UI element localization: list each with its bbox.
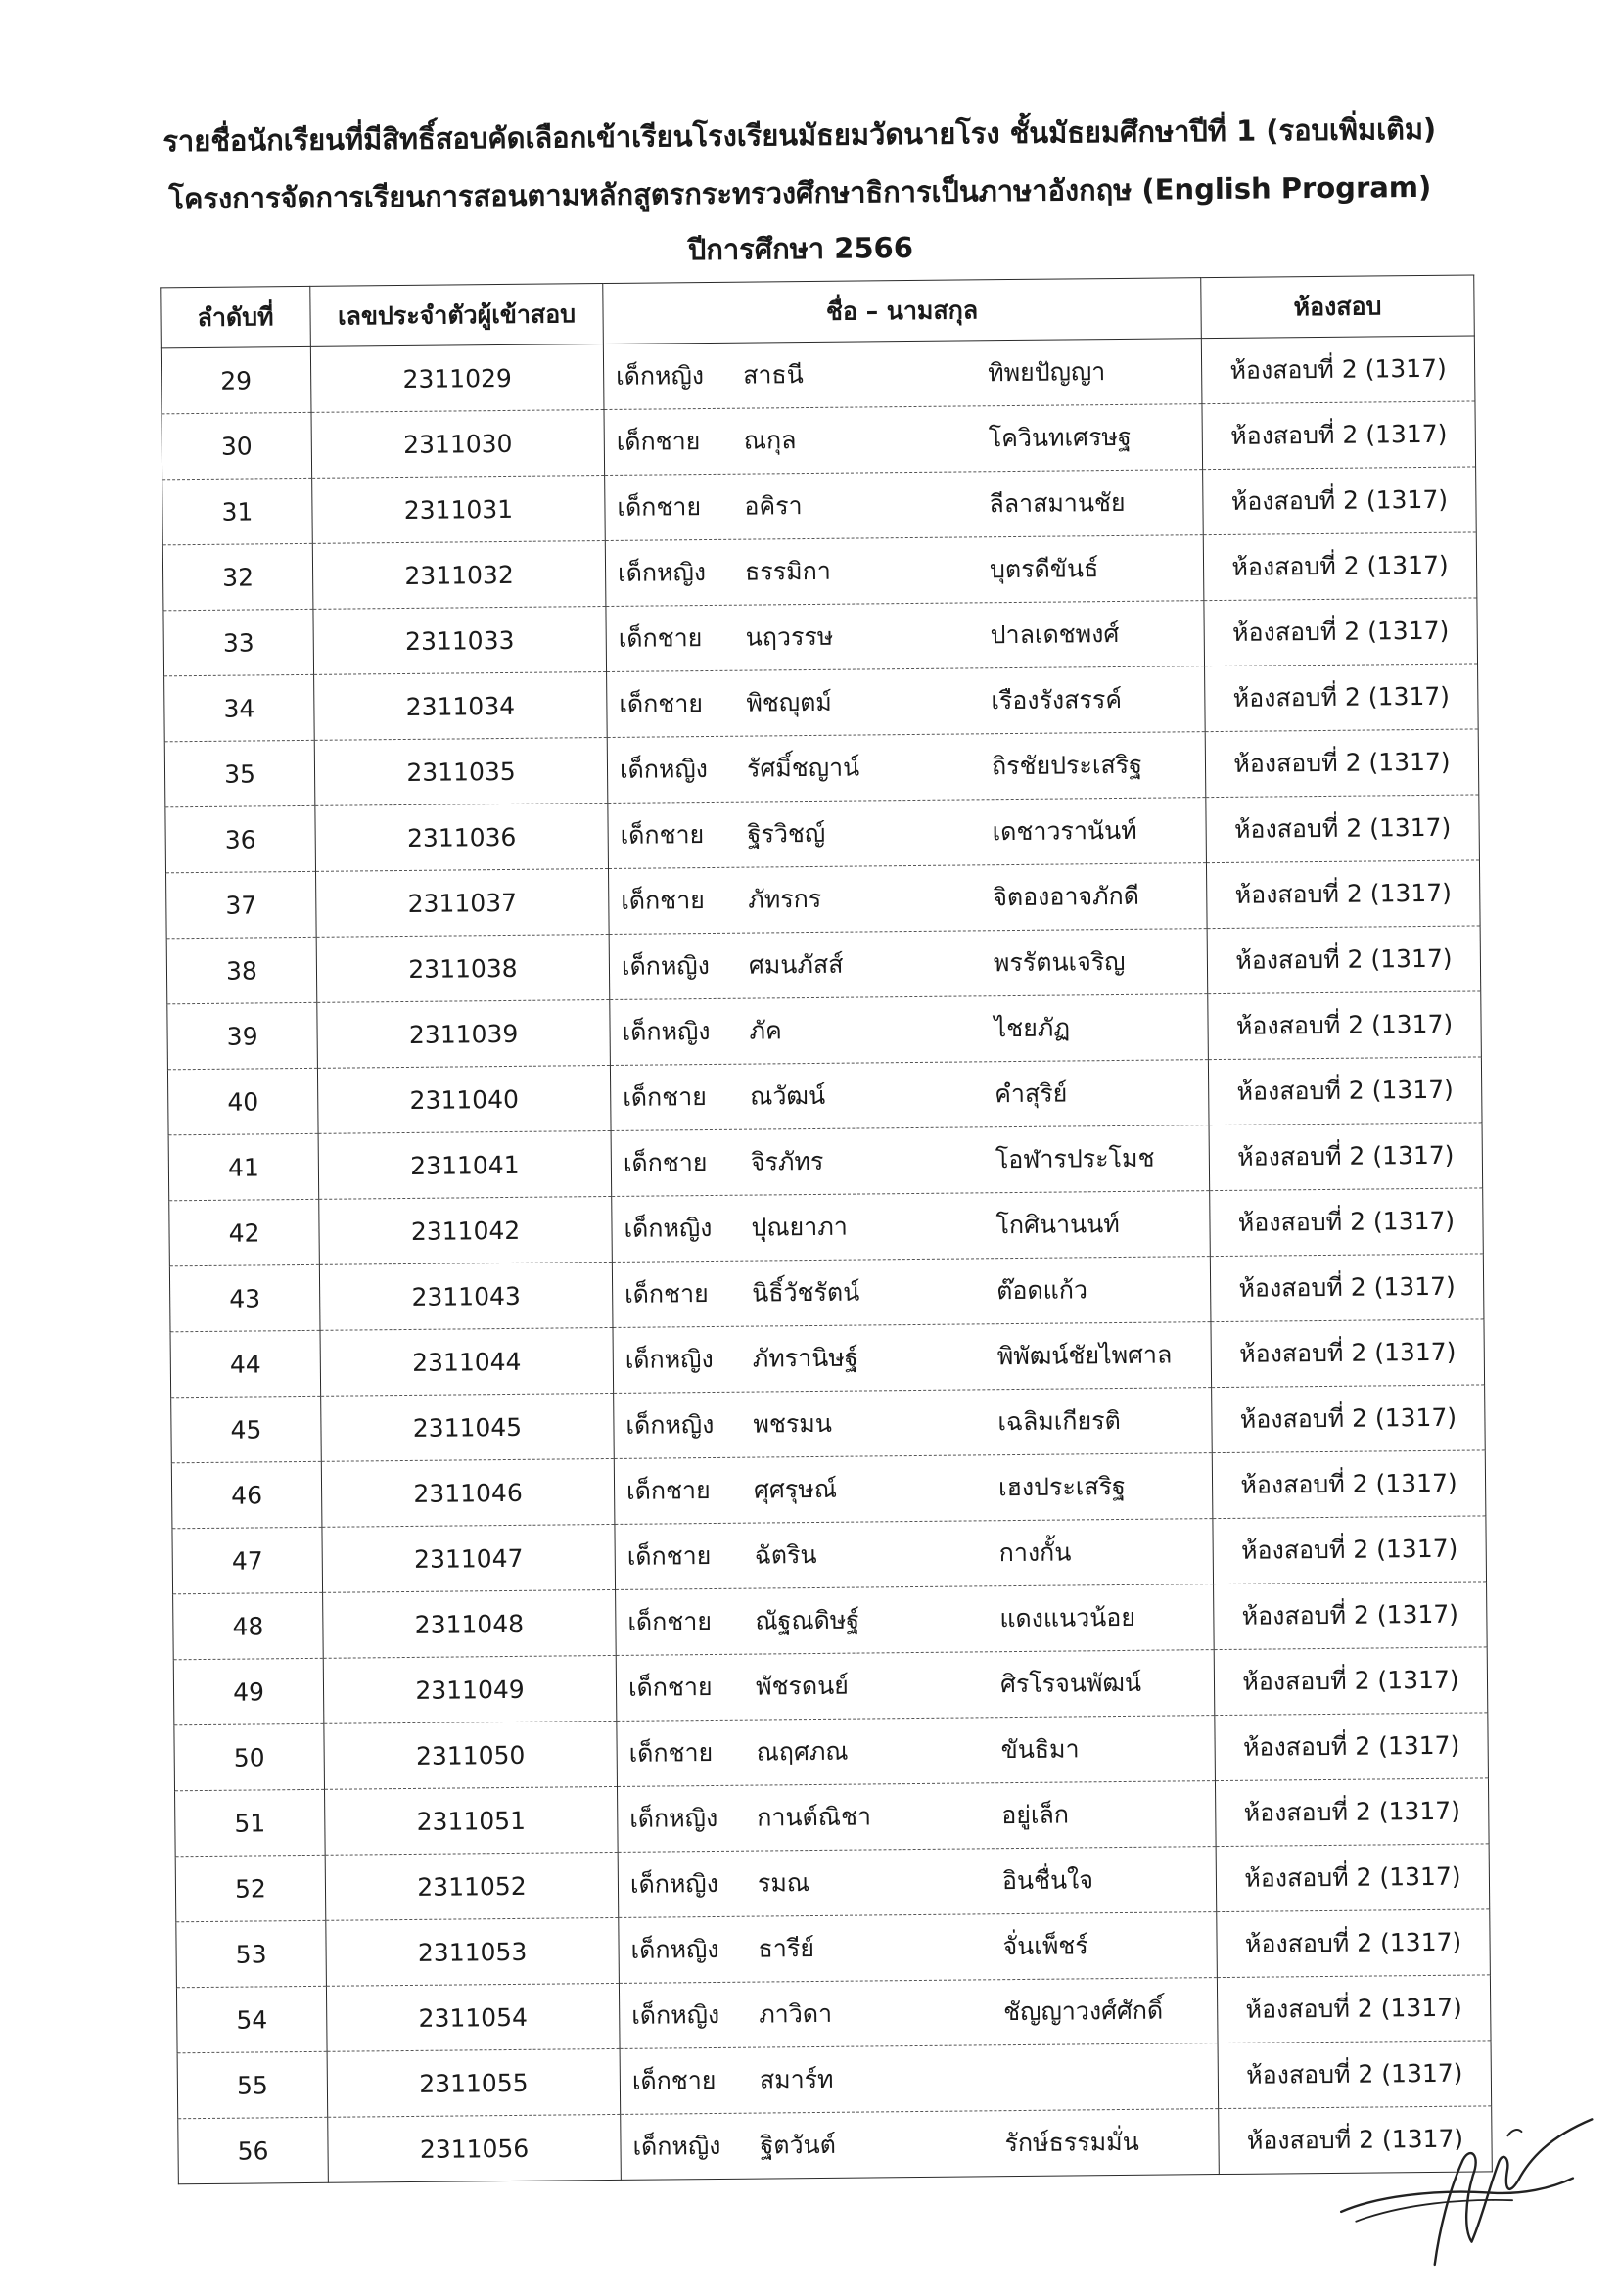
table-row [162,401,1476,480]
column-header-name: ชื่อ – นามสกุล [603,278,1202,344]
student-name [619,1978,1218,2049]
student-name [614,1388,1213,1459]
first-name: สาธนี [743,360,804,390]
exam-room: ห้องสอบที่ 2 (1317) [1217,1909,1491,1978]
exam-room: ห้องสอบที่ 2 (1317) [1209,1123,1483,1191]
exam-room: ห้องสอบที่ 2 (1317) [1203,467,1477,535]
first-name: ณวัฒน์ [750,1080,826,1111]
exam-id: 2311036 [315,803,609,871]
exam-id: 2311055 [327,2048,621,2117]
exam-id: 2311047 [322,1524,616,1592]
name-prefix: เด็กชาย [627,1607,713,1636]
table-row [176,1909,1491,1988]
table-row [162,467,1477,545]
table-row [171,1385,1486,1463]
name-prefix: เด็กชาย [623,1148,708,1177]
exam-room: ห้องสอบที่ 2 (1317) [1219,2106,1493,2175]
first-name: ณฤศภณ [756,1736,849,1767]
student-name [610,994,1209,1066]
last-name: ชัญญาวงศ์ศักดิ์ [1003,1996,1164,2027]
first-name: ธารีย์ [758,1934,815,1963]
last-name: ลีลาสมานชัย [989,487,1126,519]
exam-id: 2311053 [326,1917,620,1986]
last-name: จิตองอาจภักดี [993,881,1140,912]
student-name [620,2043,1219,2115]
table-row [173,1582,1488,1660]
table-row [171,1450,1486,1529]
exam-id: 2311030 [311,410,605,479]
row-number: 46 [171,1461,322,1528]
row-number: 39 [167,1002,318,1069]
student-name [605,470,1204,541]
name-prefix: เด็กชาย [628,1738,714,1768]
exam-room: ห้องสอบที่ 2 (1317) [1203,532,1477,601]
exam-id: 2311029 [310,344,604,413]
row-number: 51 [175,1789,326,1856]
student-name [604,404,1203,476]
last-name: โควินทเศรษฐ [988,422,1132,453]
signature-icon [1316,2072,1601,2275]
row-number: 45 [171,1396,322,1462]
first-name: นิธิ์วัชรัตน์ [752,1277,860,1308]
table-row [165,795,1480,873]
name-prefix: เด็กหญิง [616,361,705,390]
table-row [175,1778,1490,1857]
exam-room: ห้องสอบที่ 2 (1317) [1218,2041,1492,2109]
row-number: 42 [169,1199,320,1265]
first-name: ภัค [749,1016,782,1045]
exam-room: ห้องสอบที่ 2 (1317) [1207,926,1481,994]
student-name [613,1322,1212,1394]
first-name: ฐิตวันต์ [760,2130,837,2160]
name-prefix: เด็กชาย [619,689,704,718]
student-name [612,1191,1211,1263]
student-name [608,798,1207,869]
table-row [164,664,1479,742]
row-number: 30 [162,412,312,479]
row-number: 38 [166,937,317,1003]
first-name: ธรรมิกา [744,556,832,586]
name-prefix: เด็กหญิง [624,1344,714,1374]
column-header-room: ห้องสอบ [1201,275,1475,339]
student-name [617,1716,1216,1787]
last-name: เฉลิมเกียรติ [997,1405,1121,1437]
name-prefix: เด็กชาย [624,1279,709,1309]
last-name: บุตรดีขันธ์ [989,554,1099,584]
exam-id: 2311043 [319,1262,613,1330]
last-name: กางกั้น [998,1538,1072,1568]
last-name: ทิพยปัญญา [988,357,1106,388]
row-number: 43 [169,1264,320,1331]
exam-room: ห้องสอบที่ 2 (1317) [1217,1975,1491,2043]
table-row [161,336,1475,414]
row-number: 35 [164,740,315,806]
first-name: ณกุล [743,426,797,455]
exam-id: 2311041 [318,1130,612,1199]
row-number: 52 [175,1855,326,1921]
program-title: โครงการจัดการเรียนการสอนตามหลักสูตรกระทรวงศึกษาธิการเป็นภาษาอังกฤษ (English Program) [168,169,1432,216]
row-number: 53 [176,1920,327,1987]
exam-room: ห้องสอบที่ 2 (1317) [1215,1713,1489,1781]
exam-room: ห้องสอบที่ 2 (1317) [1205,729,1479,798]
exam-room: ห้องสอบที่ 2 (1317) [1216,1844,1490,1912]
table-row [176,1975,1491,2053]
exam-id: 2311049 [323,1655,617,1723]
row-number: 41 [168,1133,319,1200]
exam-id: 2311031 [312,476,606,544]
academic-year: ปีการศึกษา 2566 [687,230,914,267]
name-prefix: เด็กชาย [626,1541,712,1571]
student-name [610,1060,1209,1131]
exam-room: ห้องสอบที่ 2 (1317) [1202,401,1476,470]
table-row [177,2041,1492,2119]
last-name: แดงแนวน้อย [999,1602,1136,1633]
exam-room: ห้องสอบที่ 2 (1317) [1205,664,1479,732]
name-prefix: เด็กหญิง [629,1803,718,1833]
row-number: 31 [162,478,313,544]
last-name: เดชาวรานันท์ [992,815,1137,847]
student-name [612,1257,1211,1328]
table-row [164,729,1479,807]
table-row [170,1319,1485,1398]
last-name: โอฬารประโมช [995,1143,1155,1174]
exam-id: 2311032 [312,541,606,610]
student-name [608,863,1207,935]
first-name: รมณ [757,1868,810,1898]
exam-id: 2311056 [328,2114,622,2182]
column-header-no: ลำดับที่ [161,286,311,347]
first-name: ภัทรกร [748,884,822,914]
exam-room: ห้องสอบที่ 2 (1317) [1214,1582,1488,1650]
student-name [615,1519,1214,1590]
student-name [614,1453,1213,1525]
student-name [603,339,1202,410]
student-name [616,1584,1215,1656]
last-name: พิพัฒน์ชัยไพศาล [996,1340,1173,1371]
name-prefix: เด็กหญิง [625,1409,715,1440]
row-number: 54 [176,1986,327,2052]
first-name: พัชรดนย์ [755,1671,850,1701]
exam-id: 2311039 [317,999,611,1068]
exam-room: ห้องสอบที่ 2 (1317) [1215,1778,1489,1847]
exam-id: 2311052 [325,1852,619,1920]
last-name: โกศินานนท์ [995,1209,1120,1240]
table-row [168,1123,1483,1201]
exam-id: 2311046 [321,1458,615,1527]
name-prefix: เด็กหญิง [624,1213,713,1243]
name-prefix: เด็กหญิง [629,1868,718,1899]
row-number: 37 [166,871,317,938]
first-name: ภาวิดา [759,1998,833,2029]
exam-id: 2311042 [319,1196,613,1264]
row-number: 44 [170,1330,321,1397]
name-prefix: เด็กชาย [625,1476,711,1505]
name-prefix: เด็กหญิง [619,755,709,784]
student-table [160,274,1493,2184]
exam-room: ห้องสอบที่ 2 (1317) [1213,1516,1487,1584]
column-header-id: เลขประจำตัวผู้เข้าสอบ [310,284,604,347]
table-row [174,1713,1489,1791]
table-row [178,2106,1493,2184]
name-prefix: เด็กชาย [631,2065,717,2095]
last-name: อินชื่นใจ [1001,1865,1094,1896]
exam-room: ห้องสอบที่ 2 (1317) [1201,336,1475,404]
exam-room: ห้องสอบที่ 2 (1317) [1204,598,1478,666]
last-name: คำสุริย์ [995,1079,1068,1109]
table-body [161,336,1492,2184]
row-number: 32 [162,543,313,610]
last-name: รักษ์ธรรมมั่น [1004,2127,1139,2158]
exam-id: 2311040 [317,1065,611,1133]
exam-room: ห้องสอบที่ 2 (1317) [1212,1385,1486,1453]
name-prefix: เด็กหญิง [630,1934,719,1964]
table-row [162,532,1477,611]
name-prefix: เด็กหญิง [622,1016,711,1046]
student-name [611,1125,1210,1197]
first-name: พิชญุตม์ [746,687,832,717]
row-number: 56 [178,2117,329,2183]
last-name: อยู่เล็ก [1001,1800,1070,1830]
last-name: ศิรโรจนพัฒน์ [999,1668,1142,1699]
row-number: 47 [172,1527,323,1593]
exam-room: ห้องสอบที่ 2 (1317) [1208,1057,1482,1125]
first-name: สมาร์ท [759,2064,834,2094]
first-name: ฐิรวิชญ์ [747,818,826,849]
exam-room: ห้องสอบที่ 2 (1317) [1210,1254,1484,1322]
table-row [169,1254,1484,1332]
name-prefix: เด็กชาย [627,1673,713,1702]
student-name [606,601,1205,672]
exam-room: ห้องสอบที่ 2 (1317) [1208,991,1482,1060]
row-number: 29 [161,346,311,413]
student-name [621,2109,1220,2181]
table-row [172,1516,1487,1594]
table-row [163,598,1478,676]
table-row [167,991,1482,1070]
first-name: กานต์ณิชา [757,1802,872,1832]
exam-id: 2311044 [320,1327,614,1396]
name-prefix: เด็กชาย [617,492,702,522]
exam-room: ห้องสอบที่ 2 (1317) [1210,1188,1484,1257]
first-name: ปุณยาภา [751,1212,848,1242]
table-row [175,1844,1490,1922]
name-prefix: เด็กชาย [621,886,706,915]
exam-id: 2311051 [325,1786,619,1855]
first-name: อคิรา [744,491,803,521]
first-name: รัศมิ์ชญาน์ [746,753,860,783]
document-title: รายชื่อนักเรียนที่มีสิทธิ์สอบคัดเลือกเข้าเรียนโรงเรียนมัธยมวัดนายโรง ชั้นมัธยมศึกษาปีที่ 1 (รอบเพิ่มเติม) [162,112,1437,159]
first-name: ณัฐณดิษฐ์ [755,1605,860,1635]
first-name: ฉัตริน [754,1539,817,1570]
exam-id: 2311054 [326,1983,620,2051]
exam-id: 2311048 [323,1589,617,1658]
last-name: ต๊อดแก้ว [996,1275,1088,1306]
last-name: ปาลเดชพงศ์ [990,619,1120,650]
first-name: นฤวรรษ [745,621,834,652]
student-name [607,666,1206,738]
table-row [167,1057,1482,1135]
first-name: พชรมน [753,1408,833,1439]
student-name [616,1650,1215,1722]
exam-room: ห้องสอบที่ 2 (1317) [1206,795,1480,863]
name-prefix: เด็กชาย [616,427,701,456]
exam-id: 2311033 [313,606,607,674]
row-number: 50 [174,1723,325,1790]
last-name: พรรัตนเจริญ [993,946,1126,978]
row-number: 48 [173,1592,324,1659]
name-prefix: เด็กชาย [618,623,703,653]
row-number: 55 [177,2051,328,2118]
name-prefix: เด็กหญิง [621,951,710,981]
exam-id: 2311050 [324,1721,618,1789]
last-name: ถิรชัยประเสริฐ [991,750,1143,781]
last-name: เฮงประเสริฐ [997,1471,1126,1502]
exam-id: 2311038 [316,934,610,1002]
exam-id: 2311034 [314,671,608,740]
name-prefix: เด็กหญิง [631,1999,720,2030]
exam-id: 2311045 [321,1393,615,1461]
last-name: ขันธิมา [1000,1734,1080,1765]
student-name [609,929,1208,1000]
first-name: ศมนภัสส์ [748,949,844,980]
exam-room: ห้องสอบที่ 2 (1317) [1214,1647,1488,1716]
table-row [173,1647,1488,1725]
last-name: ไชยภัฏ [994,1013,1071,1043]
student-name [605,535,1204,607]
exam-id: 2311037 [316,868,610,937]
row-number: 49 [173,1658,324,1724]
student-name [618,1847,1217,1918]
first-name: จิรภัทร [750,1146,824,1176]
name-prefix: เด็กหญิง [632,2131,721,2161]
student-name [607,732,1206,804]
student-name [617,1781,1216,1853]
name-prefix: เด็กชาย [620,820,705,850]
exam-room: ห้องสอบที่ 2 (1317) [1206,860,1480,929]
exam-id: 2311035 [314,737,608,805]
row-number: 34 [164,674,315,741]
last-name: เรืองรังสรรค์ [991,684,1123,715]
student-name [619,1912,1218,1984]
last-name [1004,2076,1218,2078]
table-row [169,1188,1484,1266]
row-number: 33 [163,609,314,675]
name-prefix: เด็กชาย [623,1082,707,1112]
first-name: ภัทรานิษฐ์ [752,1343,858,1373]
row-number: 36 [165,805,316,872]
last-name: จั่นเพ็ชร์ [1002,1931,1088,1961]
exam-room: ห้องสอบที่ 2 (1317) [1211,1319,1485,1388]
name-prefix: เด็กหญิง [617,558,707,587]
table-row [166,926,1481,1004]
table-row [166,860,1481,939]
row-number: 40 [167,1068,318,1134]
exam-room: ห้องสอบที่ 2 (1317) [1212,1450,1486,1519]
first-name: ศุศรุษณ์ [753,1474,838,1504]
